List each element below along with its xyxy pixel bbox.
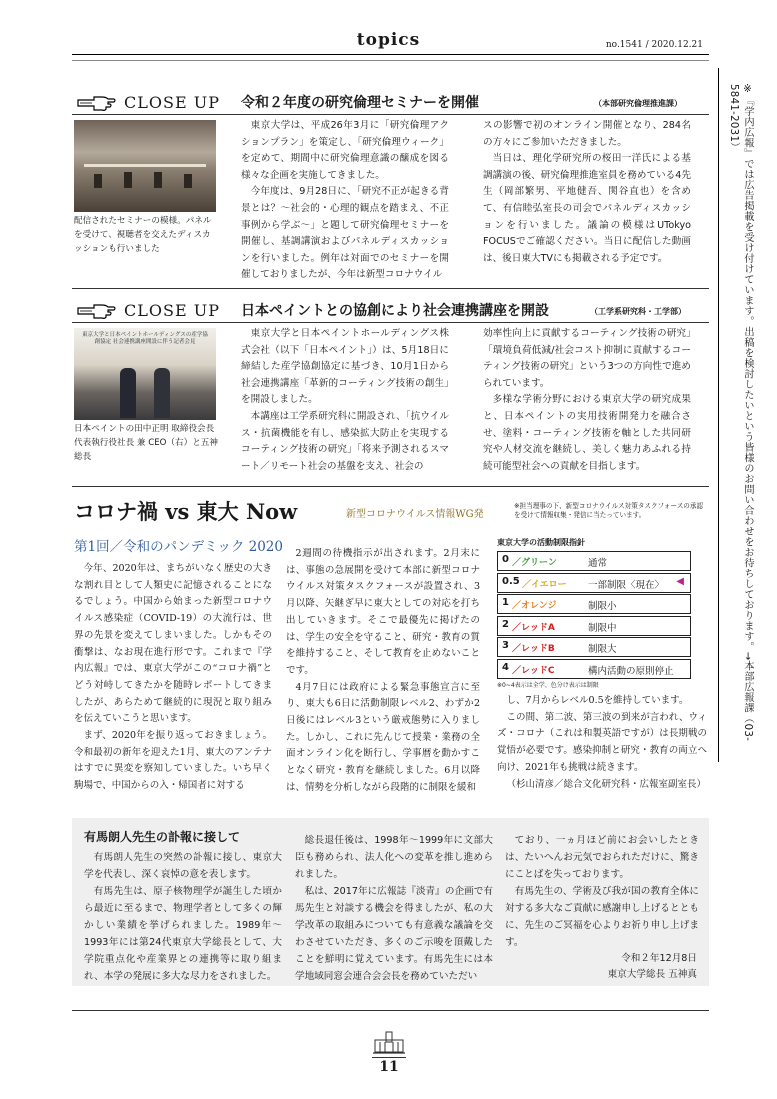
article2-dept: （工学系研究科・工学部） [590, 307, 686, 316]
ad-notice: ※『学内広報』では広告掲載を受け付けています。出稿を検討したいという皆様のお問い合わせをお待ちしております。→本部広報課（03-5841-2031） [728, 84, 753, 742]
sidebar-divider [718, 68, 719, 762]
level-number: 1 [502, 597, 509, 608]
level-row [497, 637, 691, 657]
level-color-name: ／オレンジ [512, 601, 557, 611]
seminar-photo [74, 120, 216, 212]
level-description: 通常 [588, 558, 608, 569]
level-color-name: ／レッドA [512, 622, 555, 633]
levels-table [497, 551, 691, 681]
corona-subtitle: 新型コロナウイルス情報WG発 [346, 509, 484, 520]
article2-col2: 効率性向上に貢献するコーティング技術の研究」「環境負荷低減/社会コスト抑制に貢献するコーティング技術の研究」という3つの方向性で進められています。 多様な学術分野における東京大学の研究成果と、日本ペイントの実用技術開発力を融合させ、塗料・コーティング技術を軸とした共同研究や人材交流を継続し、美しく魅力あふれる持続可能型社会への貢献を目指します。 [483, 328, 691, 472]
article2-title: 日本ペイントとの協創により社会連携講座を開設 [241, 303, 549, 319]
current-level-marker-icon: ◀ [676, 575, 684, 587]
article1-title: 令和２年度の研究倫理セミナーを開催 [241, 95, 479, 111]
pointing-hand-icon [76, 92, 116, 112]
obituary-col2: 総長退任後は、1998年～1999年に文部大臣も務められ、法人化への変革を推し進められました。 私は、2017年に広報誌『淡青』の企画で有馬先生と対談する機会を得ましたが、私の大学改革の取組みについても有意義な議論を交わさせていただき、多くのご示唆を頂戴したことを鮮明に覚えています。有馬先生には本学地域同窓会連合会会長を務めていただい [295, 835, 493, 982]
article1-col1: 東京大学は、平成26年3月に「研究倫理アクションプラン」を策定し、「研究倫理ウィーク」を定めて、期間中に研究倫理意識の醸成を図る様々な企画を実施してきました。 今年度は、9月28日に、「研究不正が起きる背景とは？～社会的・心理的観点を踏まえ、不正事例から学ぶ～」と題して研究倫理セミナーを開催し、基調講演およびパネルディスカッションを行いました。例年は対面でのセミナーを開催しておりましたが、今年は新型コロナウイル [241, 120, 449, 281]
header-rule-thin [72, 60, 709, 61]
level-color-name: ／レッドB [512, 644, 555, 654]
level-description: 制限大 [588, 644, 617, 655]
article1-col2: スの影響で初のオンライン開催となり、284名の方々にご参加いただきました。 当日は、理化学研究所の桜田一洋氏による基調講演の後、研究倫理推進室員を務めている4先生（岡部繁男、平地健吾、関谷直也）を含めて、有信睦弘室長の司会でパネルディスカッションを行いました。議論の模様はUTokyo FOCUSでご確認ください。当日に配信した動画は、後日東大TVにも掲載される予定です。 [483, 120, 691, 264]
close-up-label: CLOSE UP [124, 301, 220, 320]
obituary-col1: 有馬朗人先生の突然の訃報に接し、東京大学を代表し、深く哀悼の意を表します。 有馬先生は、原子核物理学が誕生した頃から最近に至るまで、物理学者として多くの輝かしい業績を挙げられました。1989年～1993年には第24代東京大学総長として、大学院重点化や産業界との連携等に取り組まれ、本学の発展に多大な尽力をされました。 [84, 852, 282, 982]
close-up-label: CLOSE UP [124, 93, 220, 112]
level-description: 一部制限〈現在〉 [588, 579, 665, 591]
article1-caption: 配信されたセミナーの模様。パネルを受けて、視聴者を交えたディスカッションも行いました [74, 216, 212, 254]
obituary-date: 令和２年12月8日 [621, 953, 697, 964]
level-number: 0.5 [502, 575, 520, 587]
level-color-name: ／レッドC [512, 665, 555, 676]
article2-col1: 東京大学と日本ペイントホールディングス株式会社（以下「日本ペイント」）は、5月18日に締結した産学協創協定に基づき、10月1日から社会連携講座「革新的コーティング技術の創生」を開設しました。 本講座は工学系研究科に開設され、「抗ウイルス・抗菌機能を有し、感染拡大防止を実現するコーティング技術の研究」「将来予測されるスマート／リモート社会の基盤を支え、社会の [241, 328, 449, 472]
episode-title: 第1回／令和のパンデミック 2020 [74, 539, 283, 555]
level-color-name: ／グリーン [512, 558, 557, 568]
article2-bottom-rule [72, 486, 709, 487]
corona-col3: し、7月からレベル0.5を維持しています。 この間、第二波、第三波の到来が言われ、ウィズ・コロナ（これは和製英語ですが）は長期戦の覚悟が必要です。感染抑制と研究・教育の両立へ向け、2021年も挑戦は続きます。 （杉山清彦／総合文化研究科・広報室副室長） [497, 695, 707, 790]
corona-col2: 2週間の待機指示が出されます。2月末には、事態の急展開を受けて本部に新型コロナウイルス対策タスクフォースが設置され、3月以降、矢継ぎ早に東大としての対応を打ち出していきます。そこで最優先に掲げたのは、学生の安全を守ること、研究・教育の質を維持すること、そして教育を止めないことです。 4月7日には政府による緊急事態宣言に至り、東大も6日に活動制限レベル2、わずか2日後にはレベル3という厳戒態勢に入りました。しかし、これに先んじて授業・業務の全面オンライン化を断行し、学事暦を動かすことなく研究・教育を継続しました。6月以降は、情勢を分析しながら段階的に制限を緩和 [286, 548, 480, 793]
article1-bottom-rule [72, 288, 709, 289]
obituary-title: 有馬朗人先生の訃報に接して [84, 830, 241, 844]
levels-title: 東京大学の活動制限指針 [497, 538, 585, 547]
page-number: 11 [379, 1059, 399, 1075]
level-description: 構内活動の原則停止 [588, 665, 674, 677]
footer-rule [72, 1010, 709, 1011]
yasuda-auditorium-icon [372, 1030, 406, 1056]
level-number: 0 [502, 554, 509, 565]
level-row [497, 594, 691, 614]
levels-footnote: ※0~4表示は全学、色分け表示は制限 [497, 682, 599, 689]
header-rule [72, 54, 709, 55]
page-number-rule [372, 1057, 406, 1058]
issue-info: no.1541 / 2020.12.21 [605, 40, 703, 50]
level-number: 2 [502, 618, 509, 630]
article2-caption: 日本ペイントの田中正明 取締役会長 代表執行役社長 兼 CEO（右）と五神総長 [74, 424, 218, 462]
corona-title: コロナ禍 vs 東大 Now [74, 499, 298, 524]
level-row [497, 551, 691, 571]
level-row [497, 616, 691, 636]
level-number: 3 [502, 640, 509, 651]
level-row [497, 573, 691, 593]
level-description: 制限中 [588, 622, 617, 634]
level-row [497, 659, 691, 679]
level-description: 制限小 [588, 601, 617, 612]
corona-note: ※担当理事の下、新型コロナウイルス対策タスクフォースの承認を受けて情報収集・発信に当たっています。 [514, 502, 704, 519]
press-photo: 東京大学と日本ペイントホールディングスの産学協創協定 社会連携講座開設に伴う記者会見 [74, 328, 216, 420]
corona-col1: 今年、2020年は、まちがいなく歴史の大きな割れ目として人類史に記憶されることになるでしょう。中国から始まった新型コロナウイルス感染症（COVID-19）の大流行は、世界の先景を変えてしまいました。しかもその衝撃は、なお現在進行形です。これまで『学内広報』では、東京大学がこの“コロナ禍”とどう対峙してきたかを随時レポートしてきましたが、あらためて継続的に現況と取り組みを伝えていこうと思います。 まず、2020年を振り返っておきましょう。令和最初の新年を迎えた1月、東大のアンテナはすでに異変を察知していました。いち早く駒場で、中国からの入・帰国者に対する [74, 563, 272, 792]
obituary-col3: ており、一ヵ月ほど前にお会いしたときは、たいへんお元気でおられただけに、驚きにことばを失っております。 有馬先生の、学術及び我が国の教育全体に対する多大なご貢献に感謝申し上げるとともに、先生のご冥福を心よりお祈り申し上げます。 [505, 835, 699, 948]
pointing-hand-icon [76, 300, 116, 320]
article1-rule [72, 114, 709, 115]
article2-rule [72, 322, 709, 323]
publication-title: topics [356, 30, 421, 50]
level-number: 4 [502, 661, 509, 673]
article1-dept: （本部研究倫理推進課） [594, 99, 682, 108]
level-color-name: ／イエロー [522, 579, 567, 590]
obituary-signature: 東京大学総長 五神真 [607, 969, 697, 980]
